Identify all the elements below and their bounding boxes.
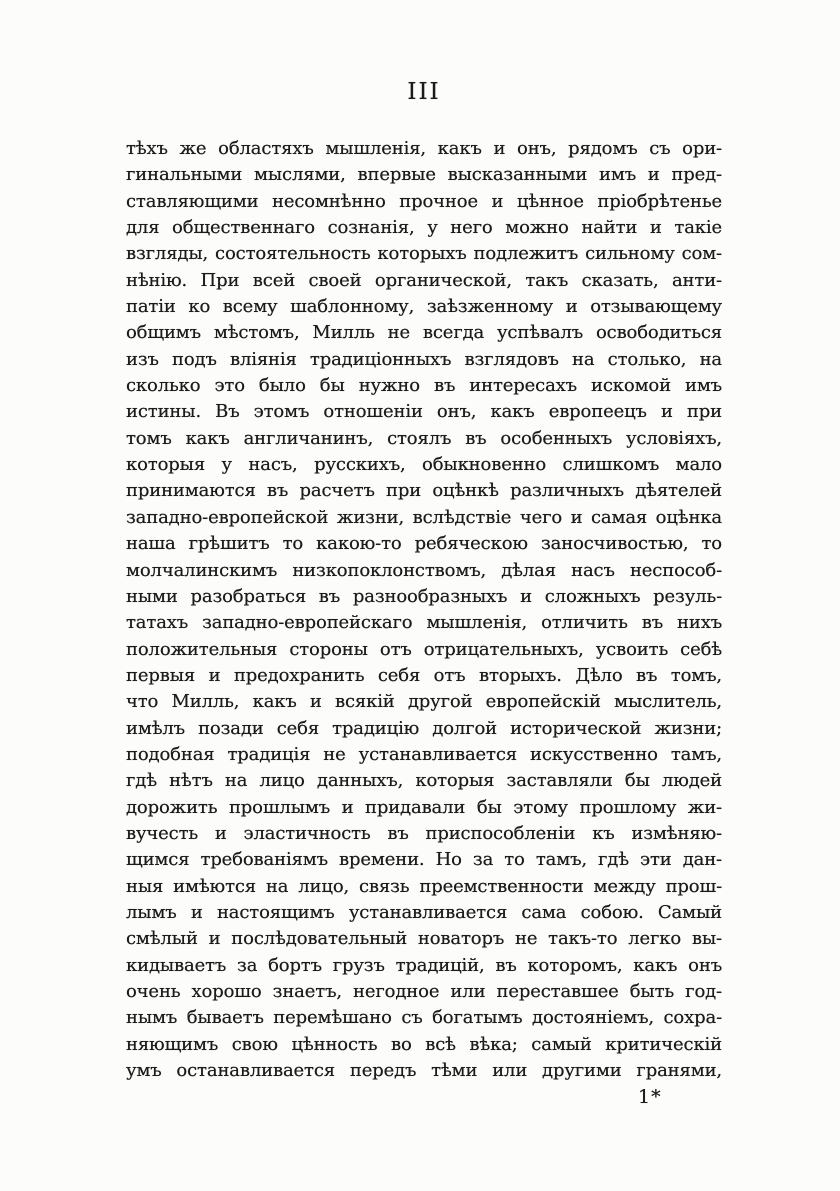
text-line: западно-европейской жизни, вслѣдствіе чего и самая оцѣнка	[126, 506, 722, 528]
text-line: наша грѣшитъ то какою-то ребяческою заносчивостью, то	[126, 533, 722, 555]
text-line: истины. Въ этомъ отношеніи онъ, какъ европеецъ и при	[126, 401, 722, 423]
text-line: тѣхъ же областяхъ мышленія, какъ и онъ, рядомъ съ ори-	[126, 138, 722, 159]
text-line: первыя и предохранить себя отъ вторыхъ. Дѣло въ томъ,	[126, 664, 722, 686]
text-line: положительныя стороны отъ отрицательныхъ, усвоить себѣ	[126, 638, 722, 660]
text-line: кидываетъ за бортъ грузъ традицій, въ которомъ, какъ онъ	[126, 954, 722, 976]
text-line: щимся требованіямъ времени. Но за то тамъ, гдѣ эти дан-	[126, 849, 722, 871]
text-line: гдѣ нѣтъ на лицо данныхъ, которыя заставляли бы людей	[126, 770, 722, 792]
text-line: ныя имѣются на лицо, связь преемственности между прош-	[126, 875, 722, 897]
text-line: томъ какъ англичанинъ, стоялъ въ особенныхъ условіяхъ,	[126, 427, 722, 449]
text-line: патіи ко всему шаблонному, заѣзженному и отзывающему	[126, 296, 722, 318]
text-line: сколько это было бы нужно въ интересахъ искомой имъ	[126, 375, 722, 397]
text-line: подобная традиція не устанавливается искусственно тамъ,	[126, 743, 722, 765]
page-number: III	[407, 79, 441, 105]
text-line: вучесть и эластичность въ приспособленіи къ измѣняю-	[126, 822, 722, 844]
text-line: общимъ мѣстомъ, Милль не всегда успѣвалъ освободиться	[126, 322, 722, 344]
text-line: нымъ бываетъ перемѣшано съ богатымъ достояніемъ, сохра-	[126, 1007, 722, 1029]
text-line: ными разобраться въ разнообразныхъ и сложныхъ резуль-	[126, 585, 722, 607]
text-line: умъ останавливается передъ тѣми или другими гранями,	[126, 1060, 722, 1082]
text-line: няющимъ свою цѣнность во всѣ вѣка; самый критическій	[126, 1033, 722, 1055]
text-line: взгляды, состоятельность которыхъ подлежитъ сильному сом-	[126, 243, 722, 265]
page-body-text	[126, 136, 722, 1084]
text-line: татахъ западно-европейскаго мышленія, отличить въ нихъ	[126, 612, 722, 634]
text-line: дорожить прошлымъ и придавали бы этому прошлому жи-	[126, 796, 722, 818]
text-line: что Милль, какъ и всякій другой европейскій мыслитель,	[126, 691, 722, 713]
text-line: для общественнаго сознанія, у него можно найти и такіе	[126, 217, 722, 239]
text-line: нѣнію. При всей своей органической, такъ сказать, анти-	[126, 269, 722, 291]
text-line: имѣлъ позади себя традицію долгой исторической жизни;	[126, 717, 722, 739]
text-line: очень хорошо знаетъ, негодное или переставшее быть год-	[126, 981, 722, 1002]
text-line: смѣлый и послѣдовательный новаторъ не такъ-то легко вы-	[126, 928, 722, 950]
text-line: гинальными мыслями, впервые высказанными имъ и пред-	[126, 164, 722, 186]
text-line: принимаются въ расчетъ при оцѣнкѣ различныхъ дѣятелей	[126, 480, 722, 502]
text-line: изъ подъ вліянія традиціонныхъ взглядовъ на столько, на	[126, 348, 722, 370]
signature-mark: 1*	[638, 1086, 662, 1108]
text-line: ставляющими несомнѣнно прочное и цѣнное пріобрѣтенье	[126, 190, 722, 212]
text-line: которыя у насъ, русскихъ, обыкновенно слишкомъ мало	[126, 454, 722, 476]
text-line: молчалинскимъ низкопоклонствомъ, дѣлая насъ неспособ-	[126, 559, 722, 581]
text-line: лымъ и настоящимъ устанавливается сама собою. Самый	[126, 901, 722, 923]
